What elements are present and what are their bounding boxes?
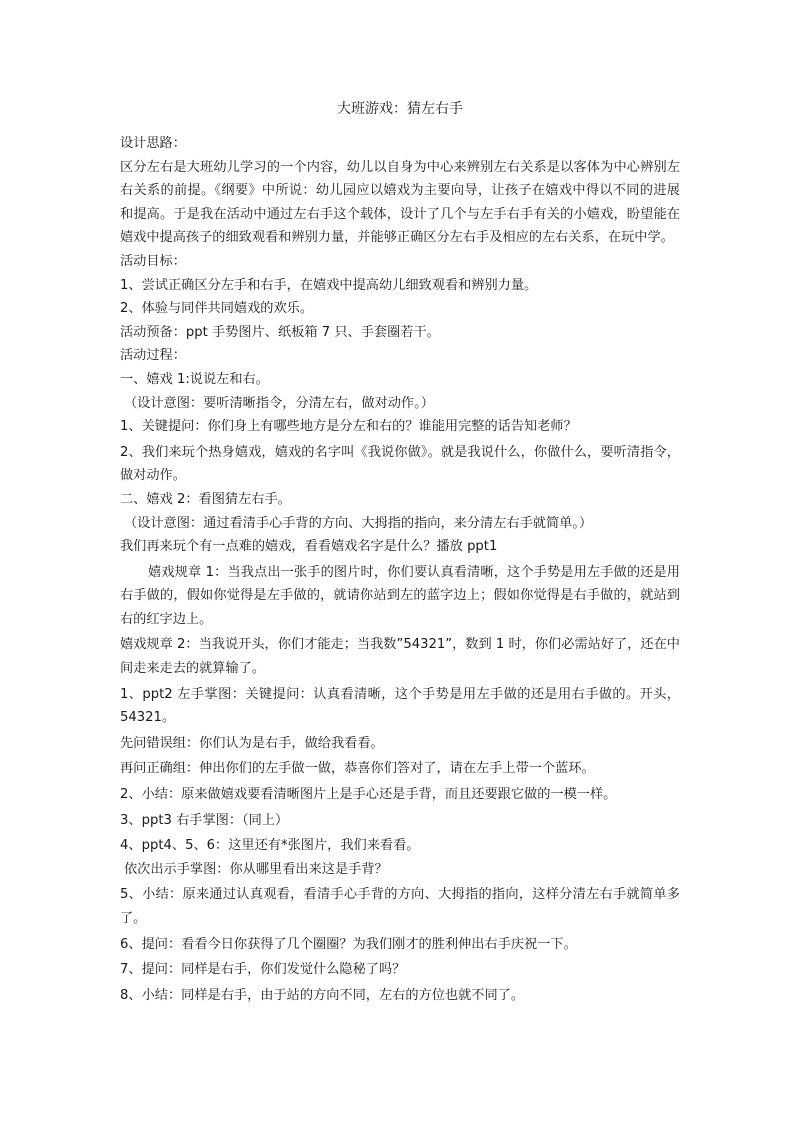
paragraph-game-1-step-1: 1、关键提问：你们身上有哪些地方是分左和右的？谁能用完整的话告知老师？ [120,419,577,435]
paragraph-game-1-intent: （设计意图：要听清晰指令，分清左右，做对动作。） [124,395,434,411]
paragraph-show-palms: 依次出示手掌图：你从哪里看出来这是手背？ [124,861,388,877]
paragraph-rule-1: 嬉戏规章 1：当我点出一张手的图片时，你们要认真看清晰，这个手势是用左手做的还是用右手做的，假如你觉得是左手做的，就请你站到左的蓝字边上；假如你觉得是右手做的，就站到右的红字边上。 [120,564,680,627]
document-body [120,132,680,1007]
paragraph-design-text: 区分左右是大班幼儿学习的一个内容，幼儿以自身为中心来辨别左右关系是以客体为中心辨别左右关系的前提。《纲要》中所说：幼儿园应以嬉戏为主要向导，让孩子在嬉戏中得以不同的进展和提高。于是我在活动中通过左右手这个载体，设计了几个与左手右手有关的小嬉戏，盼望能在嬉戏中提高孩子的细致观看和辨别力量，并能够正确区分左右手及相应的左右关系，在玩中学。 [120,159,680,246]
paragraph-step-4: 4、ppt4、5、6：这里还有*张图片，我们来看看。 [120,838,420,854]
paragraph-step-3: 3、ppt3 右手掌图：（同上） [120,812,289,828]
paragraph-wrong-group: 先问错误组：你们认为是右手，做给我看看。 [120,735,384,751]
paragraph-preparation: 活动预备：ppt 手势图片、纸板箱 7 只、手套圈若干。 [120,324,440,340]
paragraph-design-heading: 设计思路： [120,136,186,151]
document-title: 大班游戏：猜左右手 [337,101,463,117]
paragraph-game-1-step-2: 2、我们来玩个热身嬉戏，嬉戏的名字叫《我说你做》。就是我说什么，你做什么，要听清指令，做对动作。 [120,444,680,484]
paragraph-summary-2: 2、小结：原来做嬉戏要看清晰图片上是手心还是手背，而且还要跟它做的一模一样。 [120,787,617,803]
paragraph-right-group: 再问正确组：伸出你们的左手做一做，恭喜你们答对了，请在左手上带一个蓝环。 [120,761,595,777]
paragraph-game-1-heading: 一、嬉戏 1:说说左和右。 [120,371,269,387]
paragraph-goal-1: 1、尝试正确区分左手和右手，在嬉戏中提高幼儿细致观看和辨别力量。 [120,277,538,293]
paragraph-summary-8: 8、小结：同样是右手，由于站的方向不同，左右的方位也就不同了。 [120,987,525,1003]
paragraph-question-7: 7、提问：同样是右手，你们发觉什么隐秘了吗？ [120,962,406,978]
paragraph-question-6: 6、提问：看看今日你获得了几个圈圈？为我们刚才的胜利伸出右手庆祝一下。 [120,936,577,952]
paragraph-game-2-step-1: 1、ppt2 左手掌图：关键提问：认真看清晰，这个手势是用左手做的还是用右手做的。开头，54321。 [120,686,680,726]
paragraph-goal-2: 2、体验与同伴共同嬉戏的欢乐。 [120,301,314,317]
paragraph-game-2-heading: 二、嬉戏 2：看图猜左右手。 [120,491,291,507]
paragraph-game-2-intent: （设计意图：通过看清手心手背的方向、大拇指的指向，来分清左右手就简单。） [124,515,593,531]
paragraph-game-2-intro: 我们再来玩个有一点难的嬉戏，看看嬉戏名字是什么？播放 ppt1 [120,539,498,555]
paragraph-summary-5: 5、小结：原来通过认真观看，看清手心手背的方向、大拇指的指向，这样分清左右手就简单多了。 [120,887,680,926]
paragraph-rule-2: 嬉戏规章 2：当我说开头，你们才能走；当我数”54321”，数到 1 时，你们必需站好了，还在中间走来走去的就算输了。 [120,637,680,677]
paragraph-goals-heading: 活动目标： [120,253,186,269]
paragraph-process-heading: 活动过程： [120,348,186,364]
